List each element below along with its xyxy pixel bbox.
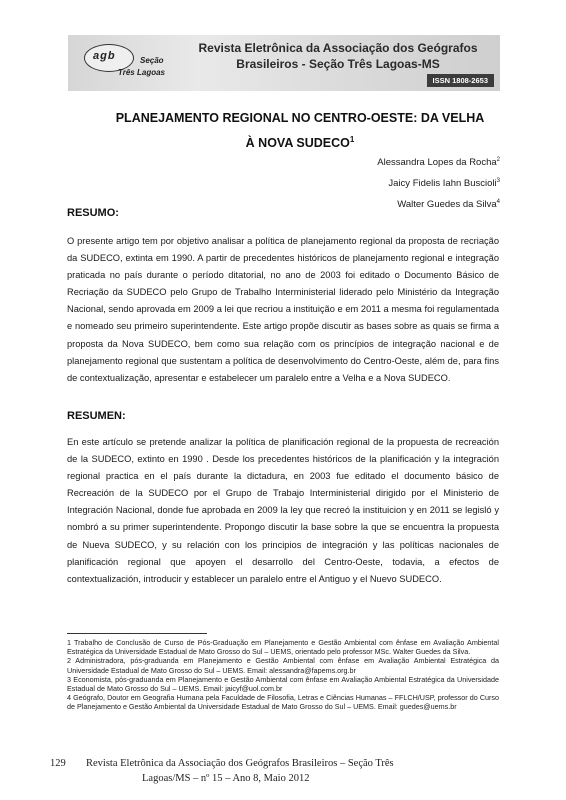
footer-citation-line1: Revista Eletrônica da Associação dos Geógrafos Brasileiros – Seção Três	[86, 758, 394, 769]
footnotes	[67, 638, 499, 712]
author-name: Walter Guedes da Silva	[397, 199, 497, 211]
footnote-2: 2 Administradora, pós-graduanda em Planejamento e Gestão Ambiental com ênfase em Avaliação Ambiental Estratégica da Universidade Estadual de Mato Grosso do Sul – UEMS. Email: alessandra@fapems.org.br	[67, 656, 499, 675]
article-title-line2: À NOVA SUDECO	[245, 136, 350, 151]
logo-secao: Seção	[140, 56, 164, 65]
author-name: Jaicy Fidelis Iahn Buscioli	[388, 178, 497, 190]
journal-title-line2: Brasileiros - Seção Três Lagoas-MS	[236, 57, 440, 71]
title-footnote-ref: 1	[349, 135, 355, 144]
author-footnote-ref: 4	[496, 199, 500, 206]
resumo-text: O presente artigo tem por objetivo analisar a política de planejamento regional da proposta de recriação da SUDECO, extinta em 1990. A partir de precedentes históricos de planejamento regional e integração praticada no país durante o período ditatorial, no ano de 2003 foi editado o Documento Básico de Recriação da SUDECO pelo Grupo de Trabalho Interministerial liderado pelo Ministério da Integração Nacional, sendo aprovada em 2009 a lei que recriou a instituição e em 2011 a mesma foi regulamentada e nomeado seu primeiro superintendente. Este artigo propõe discutir as bases sobre as quais se firma a proposta da Nova SUDECO, bem como sua relação com os princípios de integração nacional e de planejamento regional que sustentam a política de desenvolvimento do Centro-Oeste, além de, para fins de contextualização, apresentar e estabelecer um paralelo entre a Velha e a Nova SUDECO.	[67, 236, 499, 383]
issn-badge: ISSN 1808-2653	[427, 74, 494, 87]
footnote-1: 1 Trabalho de Conclusão de Curso de Pós-Graduação em Planejamento e Gestão Ambiental com ênfase em Avaliação Ambiental Estratégica da Universidade Estadual de Mato Grosso do Sul – UEMS, orientado pelo professor MSc. Walter Guedes da Silva.	[67, 638, 499, 657]
footnote-divider	[67, 633, 207, 634]
footer-citation-line2: Lagoas/MS – nº 15 – Ano 8, Maio 2012	[142, 773, 310, 784]
author-name: Alessandra Lopes da Rocha	[377, 157, 497, 169]
author	[377, 172, 500, 193]
author-list	[377, 151, 500, 214]
logo-city: Três Lagoas	[118, 68, 165, 77]
author	[377, 151, 500, 172]
author-footnote-ref: 2	[496, 157, 500, 163]
logo-mark: agb	[93, 50, 116, 62]
page-number: 129	[50, 758, 66, 769]
journal-banner	[68, 35, 500, 91]
journal-title-line1: Revista Eletrônica da Associação dos Geógrafos	[198, 41, 478, 55]
author	[377, 193, 500, 214]
author-footnote-ref: 3	[496, 178, 500, 185]
footnote-4: 4 Geógrafo, Doutor em Geografia Humana pela Faculdade de Filosofia, Letras e Ciências Humanas – FFLCH/USP, professor do Curso de Planejamento e Gestão Ambiental da Universidade Estadual de Mato Grosso do Sul – UEMS. Email: guedes@uems.br	[67, 693, 499, 712]
resumen-heading: RESUMEN:	[67, 410, 126, 422]
resumo-heading: RESUMO:	[67, 207, 119, 219]
footnote-3: 3 Economista, pós-graduanda em Planejamento e Gestão Ambiental com ênfase em Avaliação Ambiental Estratégica da Universidade Estadual de Mato Grosso do Sul – UEMS. Email: jaicyf@uol.com.br	[67, 674, 499, 694]
resumen-text: En este artículo se pretende analizar la política de planificación regional de la propuesta de recreación de la SUDECO, extinto en 1990 . Desde los precedentes históricos de la planificación y la integración regional practica en el país durante la dictadura, en 2003 fue editado el documento básico de Recreación de la SUDECO por el Grupo de Trabajo Interministerial dirigido por el Ministerio de Integración Nacional, donde fue aprobada en 2009 la ley que recreó la instituicion y en 2011 se legisló y nombró a su primer superintendente. Propongo discutir la base sobre la que se encuentra la propuesta de Nueva SUDECO, y su relación con los principios de integración y las políticas nacionales de planificación regional que apoyen el desarrollo del Centro-Oeste, todavia, a efectos de contextualización, introducir y establecer un paralelo entre el Antiguo y el Nuevo SUDECO.	[67, 437, 499, 584]
article-title-line1: PLANEJAMENTO REGIONAL NO CENTRO-OESTE: DA VELHA	[115, 111, 485, 125]
article-title	[80, 108, 520, 154]
